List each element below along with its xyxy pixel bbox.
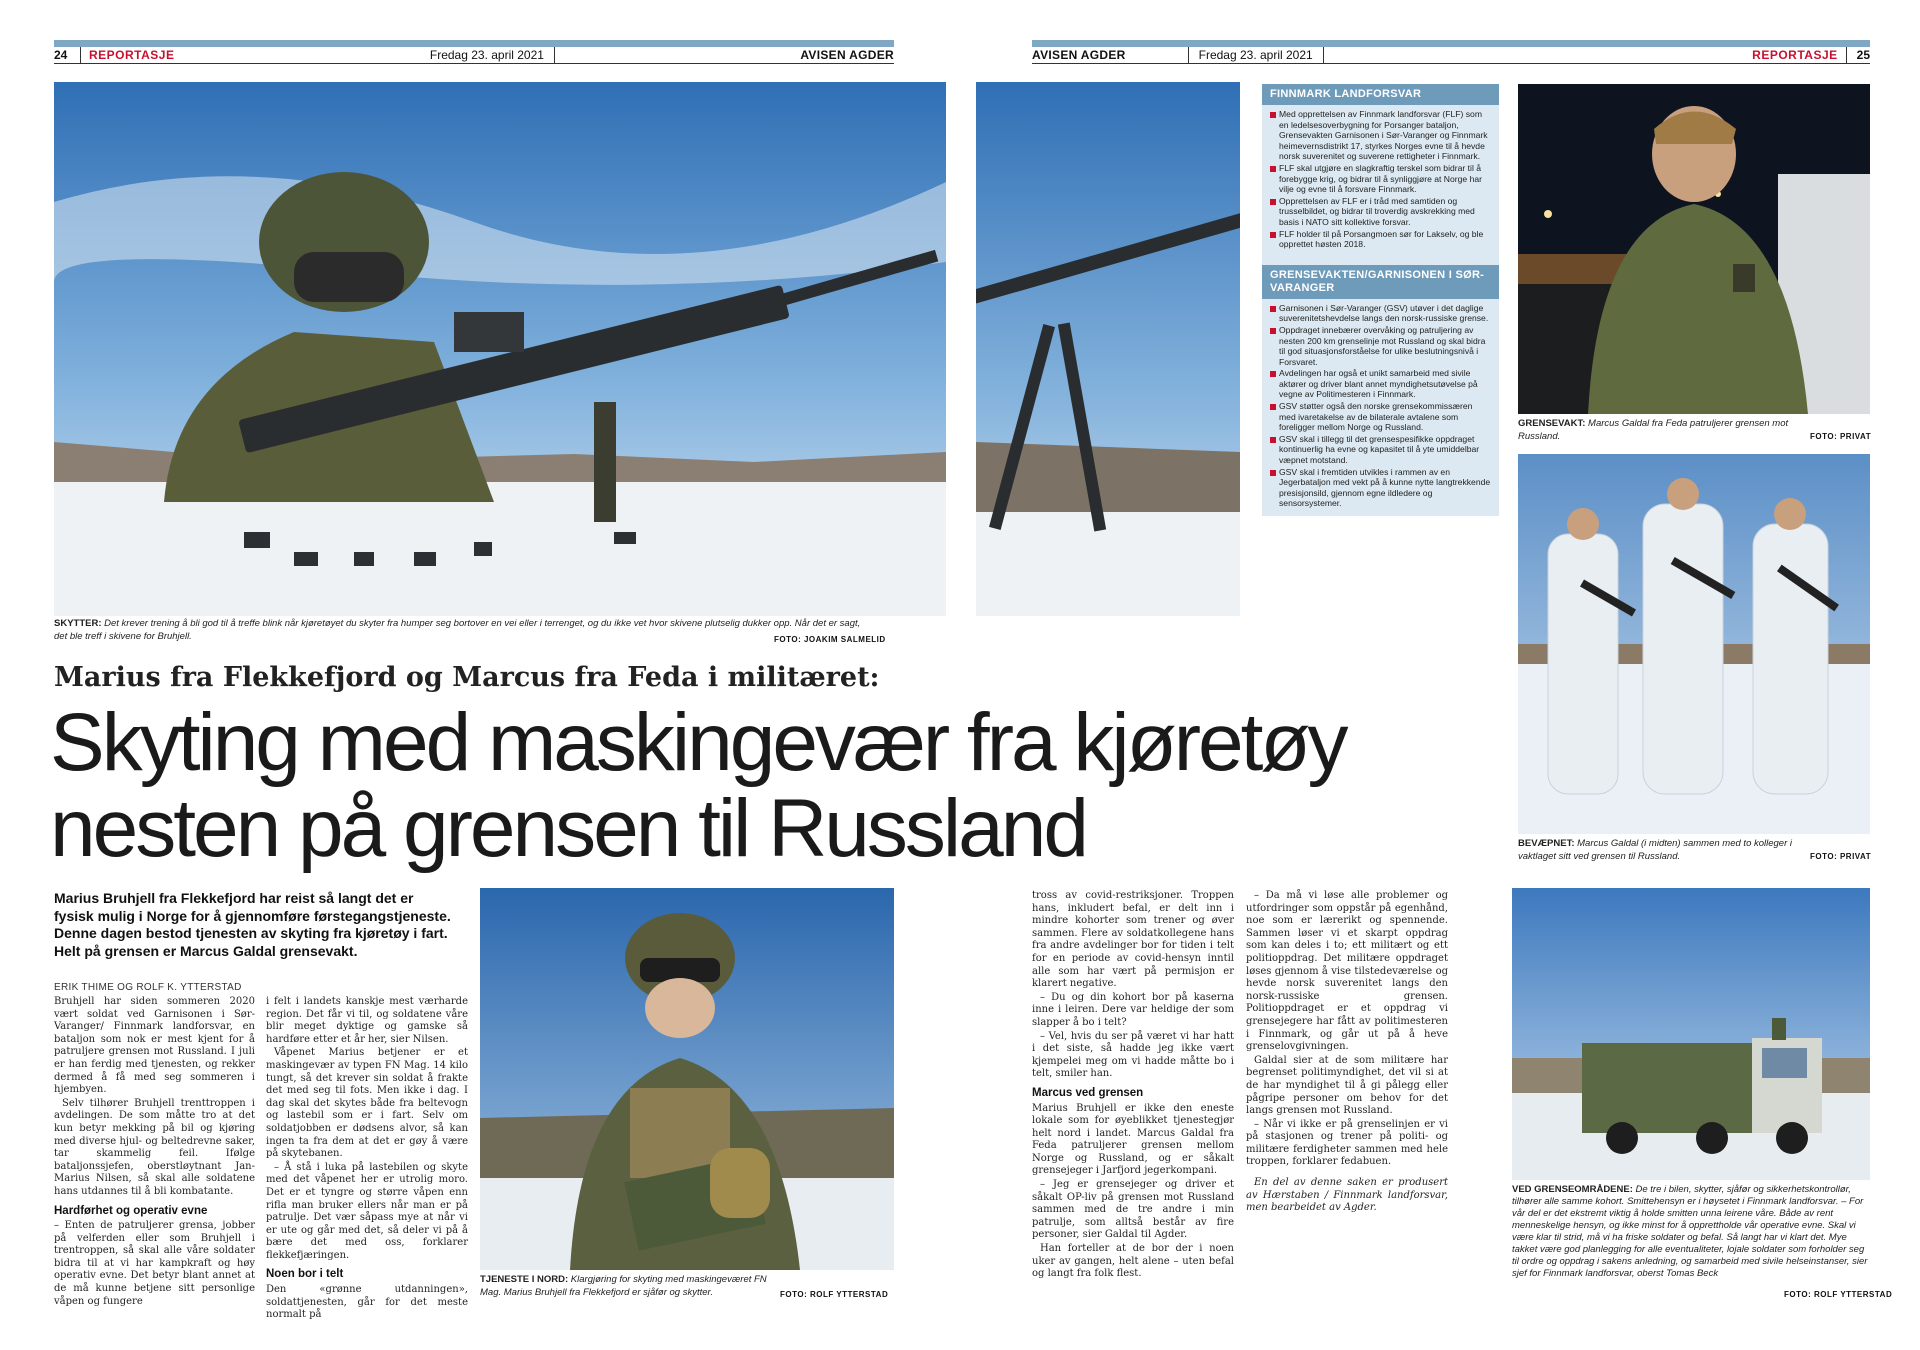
header-divider: [80, 47, 81, 63]
photo-three-soldiers-snow: [1518, 454, 1870, 834]
body-column-1: [54, 996, 255, 1309]
caption-label: VED GRENSEOMRÅDENE:: [1512, 1184, 1633, 1195]
paragraph: Bruhjell har siden sommeren 2020 vært soldat ved Garnisonen i Sør-Varanger/ Finnmark landforsvar, en bataljon som nok er mest kjent for å patruljere grensen mot Russland. I juli er han ferdig med tjenesten, og rekker dermed å få med seg sommeren i hjembyen.: [54, 996, 255, 1096]
factbox-item: FLF holder til på Porsangmoen sør for Lakselv, og ble opprettet høsten 2018.: [1270, 229, 1491, 250]
factbox-heading-1: FINNMARK LANDFORSVAR: [1262, 84, 1499, 105]
right-page-header: [1032, 46, 1870, 64]
header-divider: [1846, 47, 1847, 63]
body-column-2: [266, 996, 468, 1323]
body-column-4: [1246, 890, 1448, 1216]
three-soldiers-credit: FOTO: PRIVAT: [1810, 852, 1872, 861]
article-byline: ERIK THIME OG ROLF K. YTTERSTAD: [54, 982, 242, 993]
paragraph: Marius Bruhjell er ikke den eneste lokale som for øyeblikket tjenestegjør helt nord i landet. Marcus Galdal fra Feda patruljerer grensen mellom Norge og Russland, og er såkalt grensejeger i Jarfjord jegerkompani.: [1032, 1102, 1234, 1177]
source-note: En del av denne saken er produsert av Hærstaben / Finnmark landforsvar, men bearbeidet av Agder.: [1246, 1177, 1448, 1214]
subheading: Marcus ved grensen: [1032, 1086, 1144, 1099]
factbox-list-2: [1262, 299, 1499, 516]
factbox-item: Oppdraget innebærer overvåking og patruljering av nesten 200 km grenselinje mot Russland og skal bidra til god situasjonsforståelse for ulike beslutningsnivå i Forsvaret.: [1270, 325, 1491, 367]
caption-label: SKYTTER:: [54, 618, 102, 629]
subheading: Noen bor i telt: [266, 1268, 344, 1281]
paragraph: – Å stå i luka på lastebilen og skyte med det våpenet her er utrolig moro. Det er et tyngre og større våpen enn rifla man bruker ellers når man er på patrulje. Det vær såpass mye at når vi er ute og går med det, så deler vi på å bære det med oss, forklarer flekkefjæringen.: [266, 1161, 468, 1261]
factbox-item: GSV støtter også den norske grensekommissæren med ivaretakelse av de bilaterale avtalene som foreligger mellom Norge og Russland.: [1270, 401, 1491, 433]
paragraph: i felt i landets kanskje mest værharde region. Det får vi til, og soldatene våre blir meget dyktige og gamske så hardføre etter et år her, sier Nilsen.: [266, 996, 468, 1045]
portrait-photo-caption: [1518, 418, 1818, 443]
article-lead: Marius Bruhjell fra Flekkefjord har reist så langt det er fysisk mulig i Norge for å gjennomføre førstegangstjeneste. Denne dagen bestod tjenesten av skyting fra kjøretøy i fart. Helt på grensen er Marcus Galdal grensevakt.: [54, 890, 451, 959]
article-kicker: Marius fra Flekkefjord og Marcus fra Feda i militæret:: [54, 662, 880, 693]
factbox-heading-2: GRENSEVAKTEN/GARNISONEN I SØR-VARANGER: [1262, 265, 1499, 299]
body-column-3: [1032, 890, 1234, 1282]
paragraph: Den «grønne utdanningen», soldattjenesten, går for det meste normalt på: [266, 1284, 468, 1321]
paragraph: – Når vi ikke er på grenselinjen er vi på stasjonen og trener på politi- og militære ferdigheter sammen med hele troppen, forklarer fedabuen.: [1246, 1118, 1448, 1168]
left-page-header: [54, 46, 894, 64]
factbox-item: GSV skal i tillegg til det grensespesifikke oppdraget kontinuerlig ha evne og kapasitet til å yte umiddelbar væpnet motstand.: [1270, 434, 1491, 466]
truck-photo-caption: [1512, 1184, 1870, 1280]
factbox-item: Med opprettelsen av Finnmark landforsvar (FLF) som en ledelsesoverbygning for Porsanger bataljon, Grensevakten Garnisonen i Sør-Varanger og Finnmark heimevernsdistrikt 17, styrkes Norges evne til å hevde norsk suverenitet og suverene rettigheter i Finnmark.: [1270, 109, 1491, 162]
right-paper-name: AVISEN AGDER: [1032, 47, 1126, 62]
right-section-label: REPORTASJE: [1752, 47, 1838, 62]
photo-portrait-grensevakt: [1518, 84, 1870, 414]
header-divider: [554, 47, 555, 63]
paragraph: – Da må vi løse alle problemer og utfordringer som oppstår på egenhånd, noe som er lærerikt og spennende. Sammen løser vi et skarpt oppdrag som kan deles i to; ett militært og ett politioppdrag. Det militære oppdraget løses gjennom å vise tilstedeværelse og hevde norsk suverenitet langs den norsk-russiske grensen. Politioppdraget er et oppdrag vi grensejegere har fått av politimesteren i Finnmark, og går ut på å heve grenselovgivningen.: [1246, 890, 1448, 1053]
fact-box: [1262, 84, 1499, 516]
left-section-label: REPORTASJE: [89, 47, 175, 62]
paragraph: tross av covid-restriksjoner. Troppen hans, inkludert befal, er delt inn i mindre kohorter som trener og øver sammen. Flere av soldatkollegene hans fra andre avdelinger bor for tiden i telt for en periode av covid-hensyn inntil alle som har vært på permisjon er klarert negative.: [1032, 890, 1234, 990]
paragraph: Galdal sier at de som militære har begrenset politimyndighet, det vil si at de har myndighet til å gi pålegg eller pågripe personer om behov for det langs grensen mot Russland.: [1246, 1054, 1448, 1117]
caption-text: Klargjøring for skyting med maskingeværet FN Mag. Marius Bruhjell fra Flekkefjord er sjåfør og skytter.: [480, 1274, 767, 1298]
left-paper-name: AVISEN AGDER: [800, 47, 894, 62]
factbox-item: FLF skal utgjøre en slagkraftig terskel som bidrar til å forebygge krig, og bidrar til å synliggjøre at Norge har vilje og evne til å forsvare Finnmark.: [1270, 163, 1491, 195]
right-date: Fredag 23. april 2021: [1198, 47, 1313, 62]
portrait-photo-credit: FOTO: PRIVAT: [1810, 432, 1872, 441]
factbox-list-1: [1262, 105, 1499, 257]
photo-military-truck: [1512, 888, 1870, 1180]
headline-line-2: nesten på grensen til Russland: [50, 783, 1086, 874]
main-photo-caption: [54, 618, 874, 643]
paragraph: Selv tilhører Bruhjell trenttroppen i avdelingen. De som måtte tro at det kun betyr mekking på bil og kjøring med diverse hjul- og beltedrevne saker, tar skammelig feil. Ifølge bataljonssjefen, oberstløytnant Jan-Marius Nilsen, så skal alle soldatene hans utdannes til å bli kombatante.: [54, 1097, 255, 1197]
truck-photo-credit: FOTO: ROLF YTTERSTAD: [1784, 1290, 1893, 1299]
caption-label: BEVÆPNET:: [1518, 838, 1575, 849]
caption-text: De tre i bilen, skytter, sjåfør og sikkerhetskontrollør, tilhører alle samme kohort. Smittehensyn er i høysetet i Finnmark landforsvar. – For vår del er det ekstremt viktig å holde smitten unna leirene våre. Både av rent menneskelige hensyn, og ikke minst for å opprettholde vår operative evne. Skal vi være klar til strid, må vi ha friske soldater og befal. Så langt har vi klart det. Mye takket være god planlegging for alle eventualiteter, lojale soldater som forholder seg til ordre og oppdrag i sakens anledning, og samarbeid med sivile helseinstanser, sier sjef for Finnmark landforsvar, oberst Tomas Beck: [1512, 1184, 1868, 1279]
main-photo-credit: FOTO: JOAKIM SALMELID: [774, 635, 886, 644]
factbox-item: Opprettelsen av FLF er i tråd med samtiden og trusselbildet, og bidrar til troverdig avskrekking med basis i NATO sitt kollektive forsvar.: [1270, 196, 1491, 228]
subheading: Hardførhet og operativ evne: [54, 1204, 208, 1217]
factbox-item: Avdelingen har også et unikt samarbeid med sivile aktører og driver blant annet myndighetsutøvelse på vegne av Politimesteren i Finnmark.: [1270, 368, 1491, 400]
photo-gun-barrel-continuation: [976, 82, 1240, 616]
caption-label: GRENSEVAKT:: [1518, 418, 1586, 429]
mid-photo-caption: [480, 1274, 780, 1299]
caption-text: Det krever trening å bli god til å treffe blink når kjøretøyet du skyter fra humper seg bortover en vei eller i terrenget, og du ikke vet hvor skivene plutselig dukker opp. Når det er sagt, det ble treff i skivene for Bruhjell.: [54, 618, 861, 642]
paragraph: Han forteller at de bor der i noen uker av gangen, helt alene – uten befal og langt fra folk flest.: [1032, 1243, 1234, 1280]
three-soldiers-caption: [1518, 838, 1818, 863]
photo-soldier-ammo: [480, 888, 894, 1270]
paragraph: – Vel, hvis du ser på været vi har hatt i det siste, så hadde jeg ikke vært kjempelei meg om vi hadde måtte bo i telt, smiler han.: [1032, 1030, 1234, 1080]
paragraph: – Jeg er grensejeger og driver et såkalt OP-liv på grensen mot Russland sammen med de tre andre i min patrulje, som alltså består av fire personer, sier Galdal til Agder.: [1032, 1179, 1234, 1241]
headline-line-1: Skyting med maskingevær fra kjøretøy: [50, 697, 1346, 788]
article-headline: [50, 697, 1346, 874]
right-page-number: 25: [1856, 47, 1870, 62]
paragraph: Våpenet Marius betjener er et maskingevær av typen FN Mag. 14 kilo tungt, så det krever sin soldat å frakte det med seg til fots. Men ikke i dag. I dag skal det skytes både fra beltevogn og lastebil som er i fart. Selv om soldatjobben er dødsens alvor, så kan ingen ta fra dem at det er gøy å være på skytebanen.: [266, 1047, 468, 1160]
factbox-item: Garnisonen i Sør-Varanger (GSV) utøver i det daglige suverenitetshevdelse langs den norsk-russiske grense.: [1270, 303, 1491, 324]
main-photo-soldier-machine-gun: [54, 82, 946, 616]
paragraph: – Du og din kohort bor på kaserna inne i leiren. Dere var heldige der som slapper å bo i telt?: [1032, 991, 1234, 1028]
paragraph: – Enten de patruljerer grensa, jobber på velferden eller som Bruhjell i trentroppen, så skal alle våre soldater bidra til at vi har kampkraft og høy operativ evne. Det betyr blant annet at de må kunne betjene sitt personlige våpen og fungere: [54, 1220, 255, 1307]
caption-text: Marcus Galdal fra Feda patruljerer grensen mot Russland.: [1518, 418, 1789, 442]
factbox-item: GSV skal i fremtiden utvikles i rammen av en Jegerbataljon med vekt på å kunne nytte langtrekkende presisjonsild, gjennom egne ildledere og sensorsystemer.: [1270, 467, 1491, 509]
header-divider: [1323, 47, 1324, 63]
left-page-number: 24: [54, 47, 68, 62]
caption-text: Marcus Galdal (i midten) sammen med to kolleger i vaktlaget sitt ved grensen til Russland.: [1518, 838, 1793, 862]
left-date: Fredag 23. april 2021: [429, 47, 544, 62]
mid-photo-credit: FOTO: ROLF YTTERSTAD: [780, 1290, 889, 1299]
caption-label: TJENESTE I NORD:: [480, 1274, 569, 1285]
